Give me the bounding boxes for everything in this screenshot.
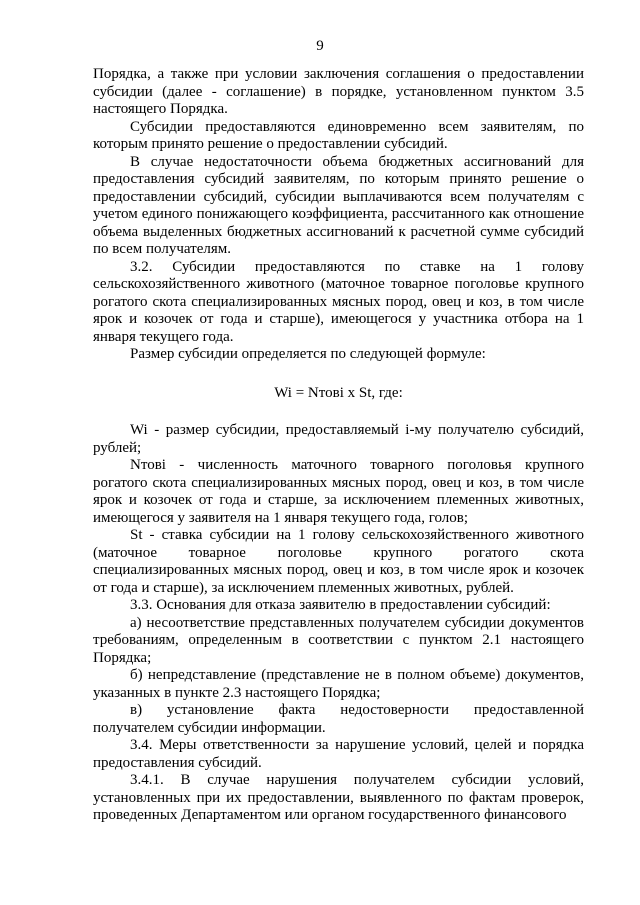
paragraph-continuation: Порядка, а также при условии заключения соглашения о предоставлении субсидии (далее - соглашение) в порядке, установленном пунктом 3.5 настоящего Порядка. <box>93 66 584 117</box>
paragraph-ntovi-definition: Nтові - численность маточного товарного поголовья крупного рогатого скота специализированных мясных пород, овец и коз, в том числе ярок и козочек от года и старше, за исключением племенных животных, имеющегося у заявителя на 1 января текущего года, голов; <box>93 457 584 526</box>
paragraph-st-definition: St - ставка субсидии на 1 голову сельскохозяйственного животного (маточное товарное поголовье крупного рогатого скота специализированных мясных пород, овец и коз, в том числе ярок и козочек от года и старше), за исключением племенных животных, рублей. <box>93 527 584 596</box>
paragraph-3-3-v: в) установление факта недостоверности предоставленной получателем субсидии информации. <box>93 702 584 736</box>
paragraph-3-2-rate: 3.2. Субсидии предоставляются по ставке на 1 голову сельскохозяйственного животного (маточное товарное поголовье крупного рогатого скота специализированных мясных пород, овец и коз, в том числе ярок и козочек от года и старше), имеющегося у участника отбора на 1 января текущего года. <box>93 258 584 345</box>
paragraph-subsidies-lump-sum: Субсидии предоставляются единовременно всем заявителям, по которым принято решение о предоставлении субсидий. <box>93 118 584 152</box>
paragraph-wi-definition: Wi - размер субсидии, предоставляемый i-му получателю субсидий, рублей; <box>93 422 584 456</box>
document-body <box>93 66 584 825</box>
paragraph-3-4-1: 3.4.1. В случае нарушения получателем субсидии условий, установленных при их предоставлении, выявленного по фактам проверок, проведенных Департаментом или органом государственного финансового <box>93 772 584 823</box>
paragraph-3-4-liability: 3.4. Меры ответственности за нарушение условий, целей и порядка предоставления субсидий. <box>93 737 584 771</box>
page-number: 9 <box>316 38 324 54</box>
paragraph-formula-intro: Размер субсидии определяется по следующей формуле: <box>130 346 486 362</box>
formula: Wi = Nтові x St, где: <box>274 384 403 401</box>
paragraph-3-3-b: б) непредставление (представление не в полном объеме) документов, указанных в пункте 2.3 настоящего Порядка; <box>93 667 584 701</box>
paragraph-budget-insufficiency: В случае недостаточности объема бюджетных ассигнований для предоставления субсидий заявителям, по которым принято решение о предоставлении субсидий, субсидии выплачиваются всем получателям с учетом единого понижающего коэффициента, рассчитанного как отношение объема выделенных бюджетных ассигнований к расчетной сумме субсидий по всем получателям. <box>93 153 584 257</box>
paragraph-3-3-a: а) несоответствие представленных получателем субсидии документов требованиям, определенным в соответствии с пунктом 2.1 настоящего Порядка; <box>93 614 584 666</box>
paragraph-3-3-refusal-grounds: 3.3. Основания для отказа заявителю в предоставлении субсидий: <box>130 597 551 613</box>
